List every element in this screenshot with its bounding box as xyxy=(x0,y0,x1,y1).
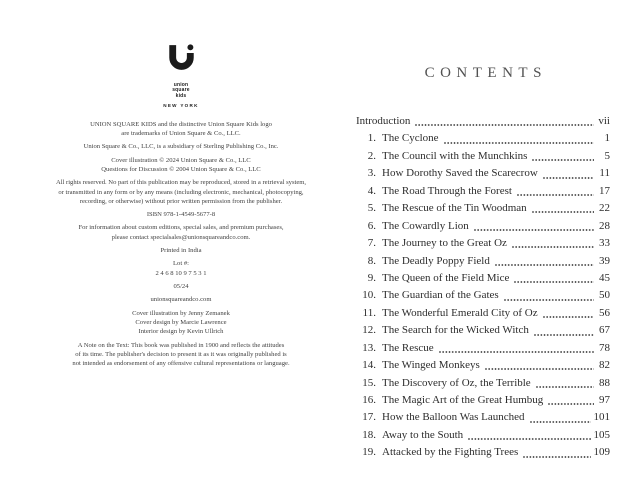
toc-entry xyxy=(356,183,610,200)
toc-entry-title: Attacked by the Fighting Trees xyxy=(382,446,519,459)
toc-entry-page: 97 xyxy=(599,394,610,406)
copyright-paragraph xyxy=(40,142,322,151)
dot-leader xyxy=(495,264,594,266)
toc-entry-page: 11 xyxy=(599,167,610,180)
toc-entry-title: The Queen of the Field Mice xyxy=(382,271,510,284)
dot-leader xyxy=(548,403,594,405)
toc-entry-title: The Rescue of the Tin Woodman xyxy=(382,202,527,215)
toc-entry-number: 12. xyxy=(362,324,376,337)
copyright-line: Lot #: xyxy=(173,260,189,268)
copyright-paragraph xyxy=(40,259,322,277)
toc-entry-title: The Cyclone xyxy=(382,132,439,145)
toc-entry xyxy=(356,409,610,426)
copyright-line: are trademarks of Union Square & Co., LLC. xyxy=(121,129,241,137)
toc-entry-number: 10. xyxy=(362,289,376,302)
toc-entry-title: The Search for the Wicked Witch xyxy=(382,324,529,337)
dot-leader xyxy=(543,177,594,179)
copyright-line: 05/24 xyxy=(173,283,189,291)
toc-entry-page: 45 xyxy=(599,271,610,284)
copyright-line: please contact specialsales@unionsquareandco.com. xyxy=(111,233,251,241)
toc-entry-page: 67 xyxy=(599,324,610,337)
toc-entry-title: The Cowardly Lion xyxy=(382,219,469,232)
toc-entry-number: 14. xyxy=(362,359,376,372)
toc-entry xyxy=(356,270,610,287)
toc-entry-number: 2. xyxy=(367,149,376,162)
copyright-paragraph xyxy=(40,295,322,304)
toc-entry xyxy=(356,130,610,147)
toc-entry-title: The Deadly Poppy Field xyxy=(382,254,490,267)
toc-entry-title: The Rescue xyxy=(382,341,434,354)
toc-entry xyxy=(356,305,610,322)
toc-entry-number: 18. xyxy=(362,428,376,441)
toc-entry xyxy=(356,357,610,374)
toc-entry-title: How Dorothy Saved the Scarecrow xyxy=(382,167,538,180)
toc-entry xyxy=(356,253,610,270)
toc-entry-number: 19. xyxy=(362,446,376,459)
toc-entry-title: How the Balloon Was Launched xyxy=(382,411,525,424)
toc-entry xyxy=(356,113,610,130)
toc-entry-page: 50 xyxy=(599,289,610,302)
copyright-line: or transmitted in any form or by any means (including electronic, mechanical, photocopying, xyxy=(58,188,304,196)
dot-leader xyxy=(536,386,594,388)
toc-entry-page: 105 xyxy=(593,428,610,441)
union-square-kids-logo xyxy=(40,44,322,108)
toc-entry-number: 8. xyxy=(367,254,376,267)
toc-entry-page: 17 xyxy=(599,184,610,197)
toc-entry-page: 109 xyxy=(593,446,610,459)
toc-entry-title: The Road Through the Forest xyxy=(382,184,512,197)
dot-leader xyxy=(474,229,594,231)
copyright-line: Interior design by Kevin Ullrich xyxy=(138,328,224,336)
copyright-line: A Note on the Text: This book was published in 1900 and reflects the attitudes xyxy=(77,341,285,349)
toc-entry xyxy=(356,165,610,182)
copyright-paragraph xyxy=(40,282,322,291)
dot-leader xyxy=(543,316,594,318)
toc-entry-number: 6. xyxy=(367,219,376,232)
copyright-paragraph xyxy=(40,178,322,206)
dot-leader xyxy=(415,124,594,126)
toc-entry xyxy=(356,392,610,409)
dot-leader xyxy=(468,438,590,440)
dot-leader xyxy=(532,159,594,161)
copyright-line: Union Square & Co., LLC, is a subsidiary of Sterling Publishing Co., Inc. xyxy=(83,143,279,151)
dot-leader xyxy=(485,368,594,370)
toc-entry-page: 33 xyxy=(599,237,610,250)
toc-entry xyxy=(356,218,610,235)
copyright-line: unionsquareandco.com xyxy=(150,296,212,304)
logo-city-label: NEW YORK xyxy=(163,102,199,108)
copyright-line: Cover illustration © 2024 Union Square & Co., LLC xyxy=(111,156,251,164)
dot-leader xyxy=(444,142,594,144)
copyright-paragraph xyxy=(40,156,322,174)
contents-page xyxy=(356,64,610,462)
copyright-line: All rights reserved. No part of this publication may be reproduced, stored in a retrieval system, xyxy=(55,179,307,187)
toc-entry-number: 11. xyxy=(362,306,376,319)
toc-entry-title: The Winged Monkeys xyxy=(382,359,480,372)
toc-entry-page: 101 xyxy=(593,411,610,424)
toc-entry-number: 13. xyxy=(362,341,376,354)
toc-list xyxy=(356,113,610,462)
toc-entry xyxy=(356,322,610,339)
toc-entry-title: The Discovery of Oz, the Terrible xyxy=(382,376,531,389)
dot-leader xyxy=(512,246,594,248)
toc-entry-title: The Council with the Munchkins xyxy=(382,149,528,162)
toc-entry-page: 78 xyxy=(599,341,610,354)
toc-entry-number: 3. xyxy=(367,167,376,180)
toc-entry-title: The Magic Art of the Great Humbug xyxy=(382,394,544,406)
copyright-line: not intended as endorsement of any offensive cultural representations or language. xyxy=(72,360,290,368)
toc-entry-page: 82 xyxy=(599,359,610,372)
toc-entry xyxy=(356,375,610,392)
toc-entry xyxy=(356,287,610,304)
dot-leader xyxy=(439,351,594,353)
copyright-line: Cover illustration by Jenny Zemanek xyxy=(132,309,230,317)
toc-entry-page: vii xyxy=(598,115,610,127)
dot-leader xyxy=(534,334,594,336)
logo-wordmark-line: square xyxy=(172,87,190,94)
copyright-paragraph xyxy=(40,223,322,241)
toc-entry xyxy=(356,148,610,165)
dot-leader xyxy=(532,211,594,213)
toc-entry xyxy=(356,235,610,252)
copyright-paragraph xyxy=(40,246,322,255)
copyright-paragraph xyxy=(40,120,322,138)
toc-entry xyxy=(356,200,610,217)
dot-leader xyxy=(517,194,594,196)
toc-entry-page: 56 xyxy=(599,306,610,319)
toc-entry-number: 15. xyxy=(362,376,376,389)
copyright-paragraph xyxy=(40,341,322,369)
copyright-line: recording, or otherwise) without prior written permission from the publisher. xyxy=(79,197,283,205)
dot-leader xyxy=(523,456,590,458)
copyright-line: Printed in India xyxy=(160,247,202,255)
toc-entry-title: Introduction xyxy=(356,115,411,127)
dot-leader xyxy=(514,281,594,283)
toc-entry-page: 5 xyxy=(604,149,610,162)
copyright-paragraph xyxy=(40,210,322,219)
toc-entry-number: 7. xyxy=(367,237,376,250)
toc-entry-page: 22 xyxy=(599,202,610,215)
copyright-page xyxy=(40,44,322,372)
copyright-line: Cover design by Marcie Lawrence xyxy=(135,319,227,327)
copyright-line: 2 4 6 8 10 9 7 5 3 1 xyxy=(155,269,207,277)
toc-entry-page: 1 xyxy=(604,132,610,145)
toc-entry-number: 1. xyxy=(367,132,376,145)
copyright-line: of its time. The publisher's decision to present it as it was originally published is xyxy=(75,350,287,358)
toc-entry-number: 17. xyxy=(362,411,376,424)
dot-leader xyxy=(530,421,591,423)
contents-title: CONTENTS xyxy=(424,65,547,81)
copyright-line: Questions for Discussion © 2004 Union Square & Co., LLC xyxy=(101,165,261,173)
dot-leader xyxy=(504,299,594,301)
toc-entry-title: The Guardian of the Gates xyxy=(382,289,499,302)
toc-entry-number: 4. xyxy=(367,184,376,197)
union-square-kids-logo-icon xyxy=(169,61,194,78)
toc-entry xyxy=(356,444,610,461)
toc-entry xyxy=(356,427,610,444)
logo-wordmark-line: kids xyxy=(175,92,187,99)
copyright-line: UNION SQUARE KIDS and the distinctive Union Square Kids logo xyxy=(90,120,272,128)
toc-entry-number: 9. xyxy=(367,271,376,284)
copyright-line: ISBN 978-1-4549-5677-8 xyxy=(146,211,216,219)
toc-entry-number: 5. xyxy=(367,202,376,215)
toc-entry-title: Away to the South xyxy=(382,428,464,441)
copyright-paragraphs xyxy=(40,120,322,369)
logo-wordmark-line: union xyxy=(173,82,189,88)
logo-wordmark xyxy=(40,83,322,99)
toc-entry-title: The Journey to the Great Oz xyxy=(382,237,507,250)
copyright-paragraph xyxy=(40,309,322,337)
toc-entry-number: 16. xyxy=(362,394,376,406)
toc-entry xyxy=(356,340,610,357)
toc-entry-page: 39 xyxy=(599,254,610,267)
copyright-line: For information about custom editions, special sales, and premium purchases, xyxy=(78,224,284,232)
toc-entry-title: The Wonderful Emerald City of Oz xyxy=(382,306,538,319)
toc-entry-page: 88 xyxy=(599,376,610,389)
toc-entry-page: 28 xyxy=(599,219,610,232)
